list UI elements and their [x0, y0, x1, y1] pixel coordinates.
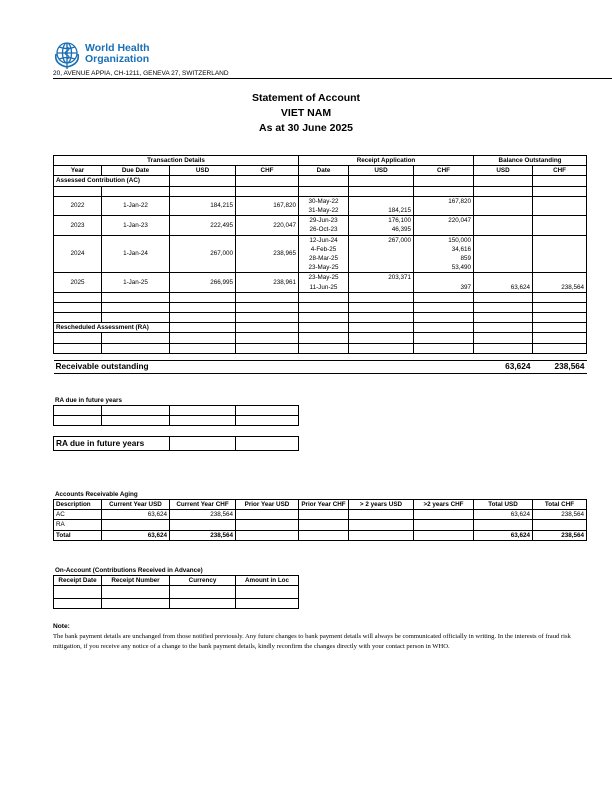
statement-title: Statement of Account [251, 92, 361, 104]
table-row: 4-Feb-25 34,616 [54, 245, 587, 254]
col-chf: CHF [236, 166, 299, 176]
group-header-transaction: Transaction Details [54, 156, 299, 166]
table-row: 26-Oct-23 46,395 [54, 225, 587, 235]
aging-title: Accounts Receivable Aging [55, 491, 138, 498]
note-text: The bank payment details are unchanged from those notified previously. Any future changes to bank payment details will always be communicated officially in writing. In the interests of fraud risk mitigation, if you receive any notice of a change to the bank payment details, kindly reconfirm the changes directly with your contact person in WHO. [53, 633, 571, 650]
table-row: 11-Jun-25 397 [54, 282, 587, 292]
section-label-ac: Assessed Contribution (AC) [54, 176, 170, 186]
on-account-title: On-Account (Contributions Received in Advance) [55, 567, 203, 574]
table-row: RA [54, 520, 587, 530]
table-row: 23-May-25 53,490 [54, 263, 587, 273]
col-year: Year [54, 166, 102, 176]
statement-table [53, 155, 587, 374]
header-rule [53, 78, 612, 79]
org-name-line2: Organization [85, 53, 150, 65]
table-row-total: Total 63,624 238,564 63,624 238,564 [54, 530, 587, 540]
receivable-chf: 238,564 [533, 360, 587, 373]
table-row: AC 63,624 238,564 63,624 238,564 [54, 510, 587, 520]
table-row: 2022 1-Jan-22 184,215 167,820 30-May-22 167,820 [54, 196, 587, 206]
statement-date: As at 30 June 2025 [259, 122, 353, 134]
note-heading: Note: [53, 623, 70, 630]
note-block [53, 622, 586, 652]
ra-future-table-small [53, 405, 299, 426]
col-receipt-usd: USD [349, 166, 414, 176]
col-balance-chf: CHF [533, 166, 587, 176]
receivable-label: Receivable outstanding [54, 360, 299, 373]
ra-future-label-big: RA due in future years [54, 437, 170, 451]
country-name: VIET NAM [280, 107, 332, 119]
col-receipt-date: Date [299, 166, 349, 176]
section-label-ra: Rescheduled Assessment (RA) [54, 323, 170, 333]
table-row: 2023 1-Jan-23 222,495 220,047 29-Jun-23 176,100 220,047 [54, 216, 587, 226]
table-row: 31-May-22 184,215 [54, 206, 587, 216]
col-balance-usd: USD [474, 166, 533, 176]
on-account-table: Receipt Date Receipt Number Currency Amount in Loc [53, 575, 299, 609]
ra-future-table-big [53, 436, 299, 451]
who-logo [53, 40, 163, 70]
org-address: 20, AVENUE APPIA, CH-1211, GENEVA 27, SWITZERLAND [53, 70, 229, 77]
ra-future-label-small: RA due in future years [55, 397, 122, 404]
group-header-receipt: Receipt Application [299, 156, 474, 166]
aging-table: Description Current Year USD Current Year CHF Prior Year USD Prior Year CHF > 2 years USD >2 years CHF Total USD Total CHF AC 63,624 238,564 63,624 238,564 RA Total 63,624 238,564 63,624 238,564 [53, 499, 587, 541]
receivable-outstanding-row [54, 360, 587, 373]
col-usd: USD [170, 166, 236, 176]
group-header-balance: Balance Outstanding [474, 156, 587, 166]
receivable-usd: 63,624 [474, 360, 533, 373]
col-receipt-chf: CHF [414, 166, 474, 176]
table-row: 2025 1-Jan-25 266,995 238,961 23-May-25 203,371 63,624 238,564 [54, 273, 587, 283]
col-due-date: Due Date [102, 166, 170, 176]
table-row: 2024 1-Jan-24 267,000 238,965 12-Jun-24 267,000 150,000 [54, 235, 587, 245]
table-row: 28-Mar-25 859 [54, 254, 587, 263]
org-name-line1: World Health [85, 42, 150, 54]
